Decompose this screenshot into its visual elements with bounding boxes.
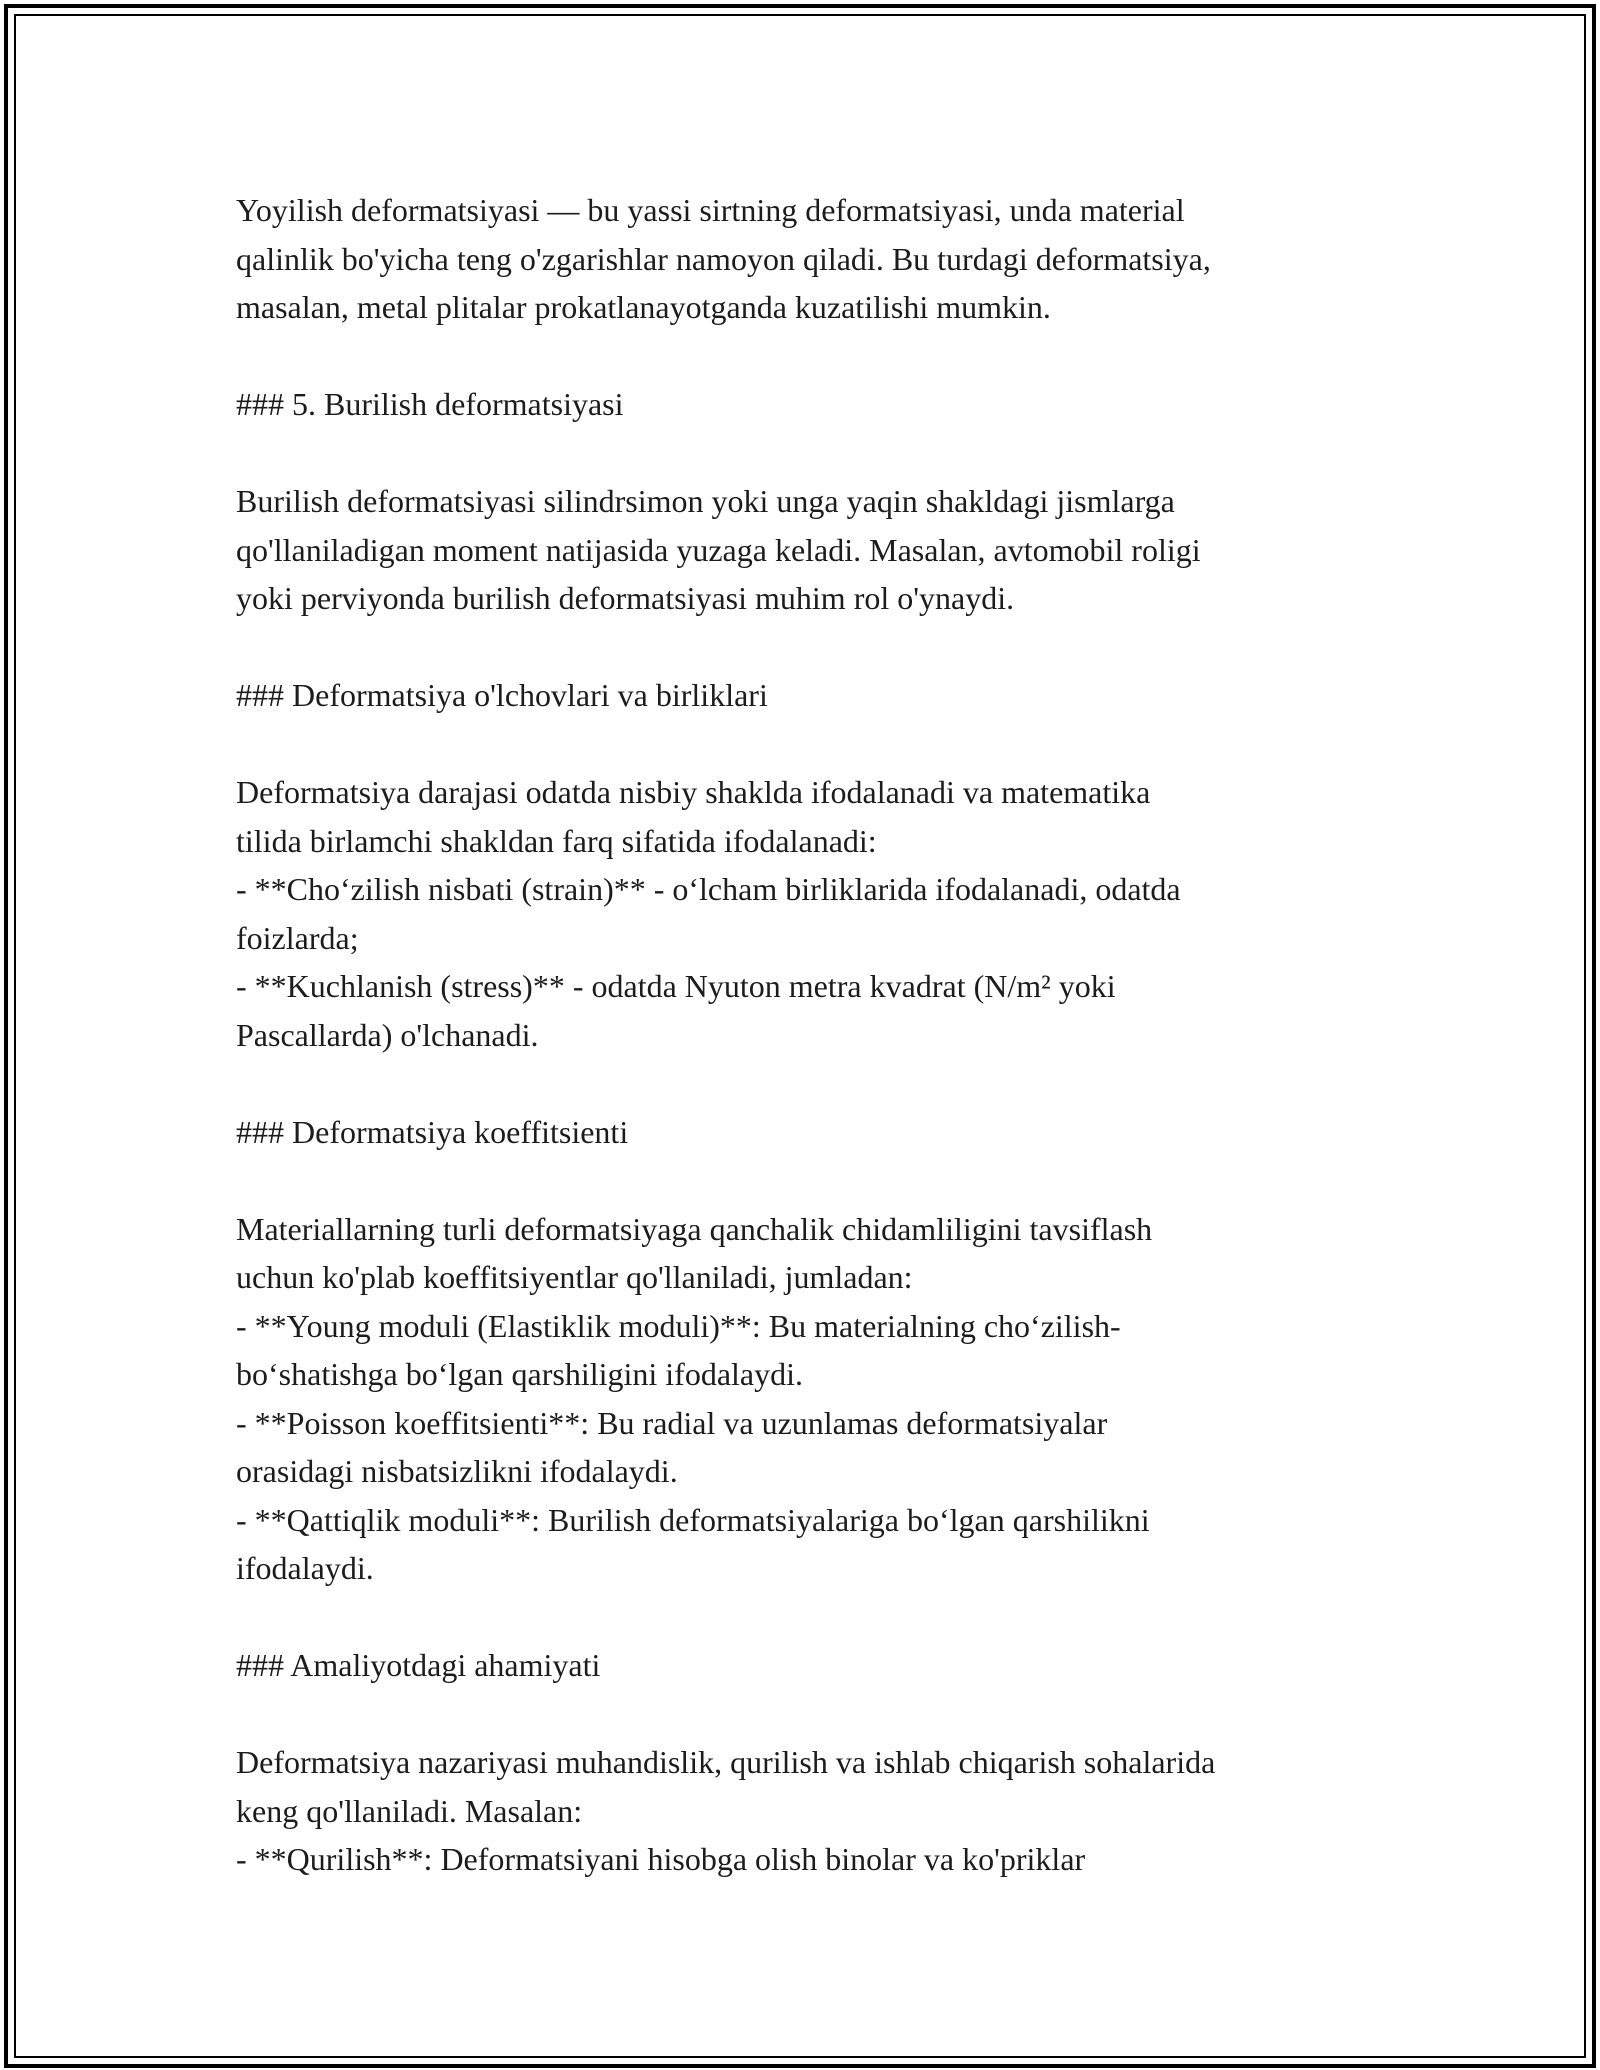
- list-item-line: - **Poisson koeffitsienti**: Bu radial va uzunlamas deformatsiyalar: [236, 1404, 1108, 1441]
- paragraph-line: qo'llaniladigan moment natijasida yuzaga keladi. Masalan, avtomobil roligi: [236, 531, 1201, 568]
- list-item-line: orasidagi nisbatsizlikni ifodalaydi.: [236, 1453, 678, 1489]
- list-item-line: - **Qattiqlik moduli**: Burilish deformatsiyalariga bo‘lgan qarshilikni: [236, 1501, 1150, 1538]
- blank-line: [236, 720, 1386, 769]
- list-item-line: bo‘shatishga bo‘lgan qarshiligini ifodalaydi.: [236, 1356, 803, 1392]
- section-heading: ### Amaliyotdagi ahamiyati: [236, 1647, 601, 1683]
- blank-line: [236, 429, 1386, 478]
- blank-line: [236, 1059, 1386, 1108]
- paragraph-line: yoki perviyonda burilish deformatsiyasi muhim rol o'ynaydi.: [236, 580, 1015, 616]
- paragraph-line: tilida birlamchi shakldan farq sifatida ifodalanadi:: [236, 822, 877, 859]
- section-heading: ### Deformatsiya o'lchovlari va birliklari: [236, 677, 768, 713]
- blank-line: [236, 623, 1386, 672]
- list-item-line: - **Cho‘zilish nisbati (strain)** - o‘lcham birliklarida ifodalanadi, odatda: [236, 871, 1181, 907]
- paragraph-line: Deformatsiya darajasi odatda nisbiy shaklda ifodalanadi va matematika: [236, 774, 1151, 810]
- paragraph-line: keng qo'llaniladi. Masalan:: [236, 1792, 583, 1829]
- paragraph-line: uchun ko'plab koeffitsiyentlar qo'llaniladi, jumladan:: [236, 1259, 913, 1295]
- list-item-line: - **Qurilish**: Deformatsiyani hisobga olish binolar va ko'priklar: [236, 1841, 1086, 1877]
- blank-line: [236, 332, 1386, 381]
- list-item-line: ifodalaydi.: [236, 1550, 374, 1586]
- blank-line: [236, 1690, 1386, 1739]
- list-item-line: Pascallarda) o'lchanadi.: [236, 1016, 539, 1053]
- paragraph-line: Materiallarning turli deformatsiyaga qanchalik chidamliligini tavsiflash: [236, 1210, 1153, 1247]
- paragraph-line: Yoyilish deformatsiyasi — bu yassi sirtning deformatsiyasi, unda material: [236, 192, 1185, 228]
- list-item-line: - **Kuchlanish (stress)** - odatda Nyuton metra kvadrat (N/m² yoki: [236, 968, 1116, 1004]
- list-item-line: foizlarda;: [236, 919, 359, 956]
- blank-line: [236, 1156, 1386, 1205]
- paragraph-line: Deformatsiya nazariyasi muhandislik, qurilish va ishlab chiqarish sohalarida: [236, 1744, 1216, 1780]
- section-heading: ### 5. Burilish deformatsiyasi: [236, 386, 624, 422]
- list-item-line: - **Young moduli (Elastiklik moduli)**: Bu materialning cho‘zilish-: [236, 1307, 1121, 1344]
- blank-line: [236, 1593, 1386, 1642]
- section-heading: ### Deformatsiya koeffitsienti: [236, 1113, 629, 1150]
- paragraph-line: Burilish deformatsiyasi silindrsimon yoki unga yaqin shakldagi jismlarga: [236, 483, 1175, 519]
- paragraph-line: qalinlik bo'yicha teng o'zgarishlar namoyon qiladi. Bu turdagi deformatsiya,: [236, 240, 1211, 277]
- document-body: [236, 186, 1386, 1884]
- paragraph-line: masalan, metal plitalar prokatlanayotganda kuzatilishi mumkin.: [236, 289, 1051, 325]
